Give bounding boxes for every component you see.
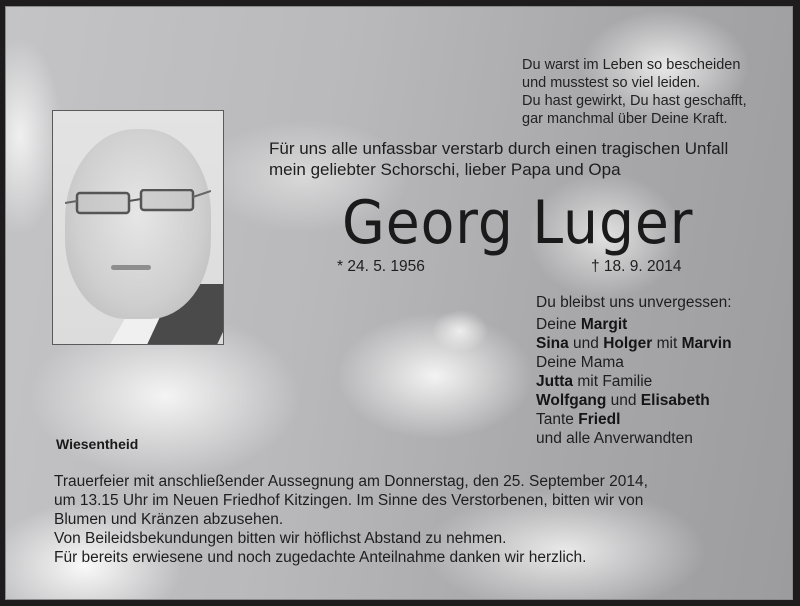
mourner-name: Elisabeth [640,392,710,409]
mourner-line [536,391,732,410]
funeral-line: Trauerfeier mit anschließender Aussegnung am Donnerstag, den 25. September 2014, [54,473,648,490]
funeral-line: Von Beileidsbekundungen bitten wir höflichst Abstand zu nehmen. [54,530,507,547]
funeral-line: Blumen und Kränzen abzusehen. [54,511,284,528]
mourner-text: Deine [536,316,581,333]
deceased-name: Georg Luger [342,188,694,258]
glasses-icon [65,189,211,215]
photo-face [65,129,211,319]
mourner-text: Tante [536,411,579,428]
mourner-lines [536,315,732,448]
mourner-line [536,372,732,391]
place-name: Wiesentheid [56,436,139,452]
mourner-line [536,334,732,353]
mourner-name: Friedl [578,411,621,428]
mourner-name: Marvin [681,335,732,352]
mourner-text: mit Familie [573,373,653,390]
funeral-line: um 13.15 Uhr im Neuen Friedhof Kitzingen. Im Sinne des Verstorbenen, bitten wir von [54,492,644,509]
mourner-line [536,410,732,429]
verse-line: Du hast gewirkt, Du hast geschafft, [522,93,747,109]
intro-line: Für uns alle unfassbar verstarb durch einen tragischen Unfall [269,139,729,158]
mourner-text: Deine Mama [536,354,624,371]
verse-line: Du warst im Leben so bescheiden [522,57,741,73]
memorial-verse [522,56,747,128]
intro-text [269,138,728,180]
mourners-list [536,293,732,448]
birth-date: * 24. 5. 1956 [337,258,425,275]
mourner-name: Jutta [536,373,574,390]
mourners-heading: Du bleibst uns unvergessen: [536,294,732,311]
obituary-notice [5,6,793,600]
intro-line: mein geliebter Schorschi, lieber Papa und Opa [269,160,621,179]
mourner-text: mit [652,335,682,352]
mourner-name: Margit [580,316,628,333]
verse-line: und musstest so viel leiden. [522,75,701,91]
mourner-text: und [568,335,604,352]
mourner-name: Holger [603,335,653,352]
mourner-line [536,429,732,448]
mourner-text: und alle Anverwandten [536,430,693,447]
funeral-line: Für bereits erwiesene und noch zugedachte Anteilnahme danken wir herzlich. [54,549,587,566]
funeral-info [54,472,754,567]
verse-line: gar manchmal über Deine Kraft. [522,111,728,127]
mourner-line [536,353,732,372]
photo-mouth [111,265,151,270]
mourner-name: Sina [536,335,569,352]
death-date: † 18. 9. 2014 [591,258,682,275]
mourner-line [536,315,732,334]
mourner-text: und [606,392,641,409]
mourner-name: Wolfgang [536,392,607,409]
portrait-photo [52,110,224,345]
